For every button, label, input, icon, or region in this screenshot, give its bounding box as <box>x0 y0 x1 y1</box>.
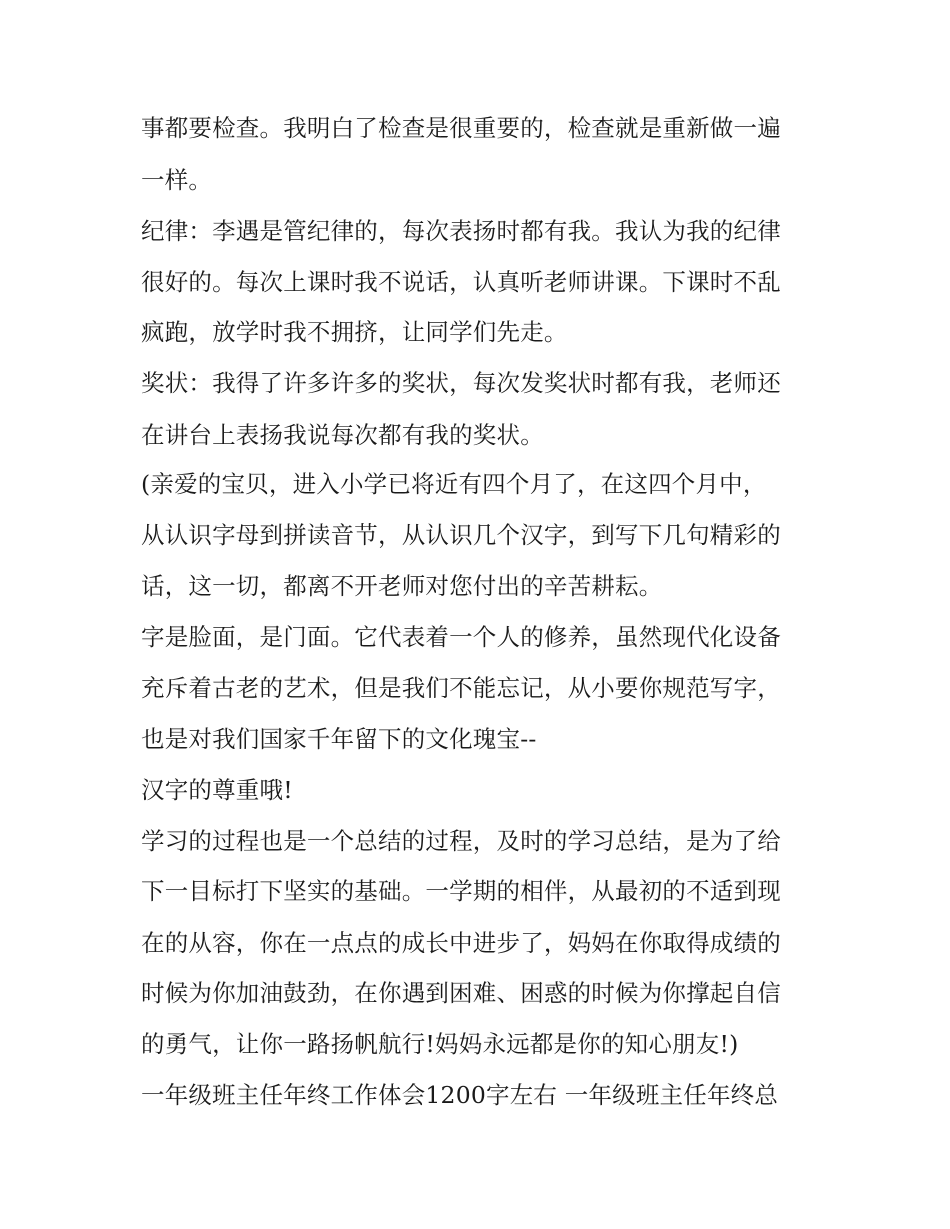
text-line: 字是脸面，是门面。它代表着一个人的修养，虽然现代化设备 <box>141 623 781 651</box>
text-line: 学习的过程也是一个总结的过程，及时的学习总结，是为了给 <box>141 827 781 855</box>
text-line: (亲爱的宝贝，进入小学已将近有四个月了，在这四个月中， <box>141 470 767 498</box>
text-line: 一样。 <box>141 166 213 194</box>
text-line: 充斥着古老的艺术，但是我们不能忘记，从小要你规范写字， <box>141 674 781 702</box>
text-line: 时候为你加油鼓劲，在你遇到困难、困惑的时候为你撑起自信 <box>141 979 781 1007</box>
text-line: 也是对我们国家千年留下的文化瑰宝-- <box>141 725 537 753</box>
text-line: 的勇气，让你一路扬帆航行!妈妈永远都是你的知心朋友!) <box>141 1030 739 1058</box>
text-line: 奖状：我得了许多许多的奖状，每次发奖状时都有我，老师还 <box>141 369 781 397</box>
text-line: 在的从容，你在一点点的成长中进步了，妈妈在你取得成绩的 <box>141 929 781 957</box>
text-line: 事都要检查。我明白了检查是很重要的，检查就是重新做一遍 <box>141 114 781 142</box>
text-line: 汉字的尊重哦! <box>141 776 293 804</box>
text-line: 从认识字母到拼读音节，从认识几个汉字，到写下几句精彩的 <box>141 521 781 549</box>
text-line: 话，这一切，都离不开老师对您付出的辛苦耕耘。 <box>141 572 663 600</box>
text-line: 一年级班主任年终工作体会1200字左右 一年级班主任年终总 <box>141 1081 779 1109</box>
text-line: 纪律：李遇是管纪律的，每次表扬时都有我。我认为我的纪律 <box>141 217 781 245</box>
text-line: 下一目标打下坚实的基础。一学期的相伴，从最初的不适到现 <box>141 877 781 905</box>
text-line: 疯跑，放学时我不拥挤，让同学们先走。 <box>141 318 568 346</box>
text-line: 在讲台上表扬我说每次都有我的奖状。 <box>141 421 544 449</box>
text-line: 很好的。每次上课时我不说话，认真听老师讲课。下课时不乱 <box>141 268 781 296</box>
